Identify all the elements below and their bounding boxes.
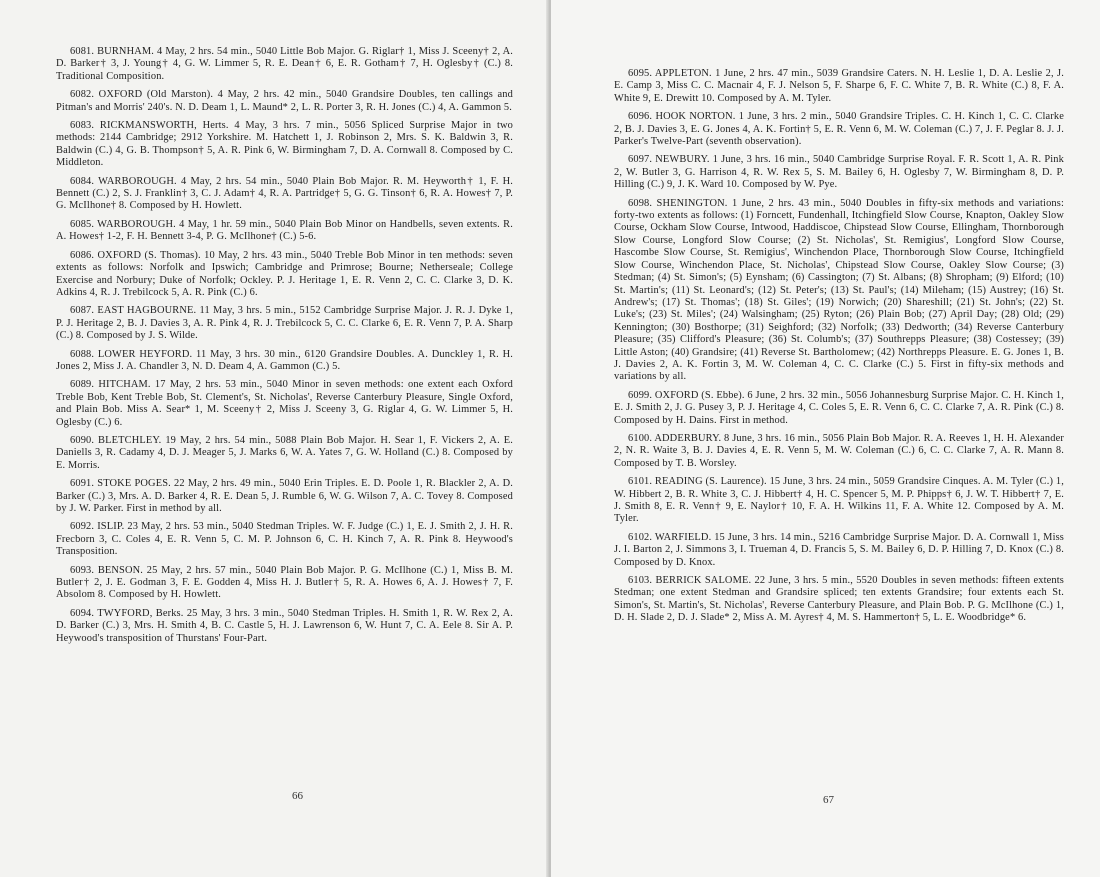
peal-entry-6088: 6088. LOWER HEYFORD. 11 May, 3 hrs. 30 min., 6120 Grandsire Doubles. A. Dunckley 1, R. H. Jones 2, Miss J. A. Chandler 3, N. D. Deam 4, A. Gammon (C.) 5.	[56, 348, 513, 372]
peal-entry-6085: 6085. WARBOROUGH. 4 May, 1 hr. 59 min., 5040 Plain Bob Minor on Handbells, seven extents. R. A. Howes† 1-2, F. H. Bennett 3-4, P. G. McIlhone† (C.) 5-6.	[56, 218, 513, 243]
peal-entry-6102: 6102. WARFIELD. 15 June, 3 hrs. 14 min., 5216 Cambridge Surprise Major. D. A. Cornwall 1, Miss J. I. Barton 2, J. Simmons 3, I. Trueman 4, D. Francis 5, S. M. Bailey 6, D. P. Hilling 7, D. Knox (C.) 8. Composed by D. Knox.	[614, 531, 1064, 568]
peal-entry-6100: 6100. ADDERBURY. 8 June, 3 hrs. 16 min., 5056 Plain Bob Major. R. A. Reeves 1, H. H. Alexander 2, N. R. Waite 3, B. J. Davies 4, E. R. Venn 5, M. W. Coleman (C.) 6, C. C. Clarke 7, A. R. Mann 8. Composed by T. B. Worsley.	[614, 432, 1064, 469]
peal-entry-6083: 6083. RICKMANSWORTH, Herts. 4 May, 3 hrs. 7 min., 5056 Spliced Surprise Major in two methods: 2144 Cambridge; 2912 Yorkshire. M. Hatchett 1, J. Robinson 2, Mrs. S. K. Baldwin 3, R. Baldwin (C.) 4, G. B. Thompson† 5, A. R. Pink 6, W. Birmingham 7, D. A. Cornwall 8. Composed by C. Middleton.	[56, 120, 513, 169]
peal-entry-6093: 6093. BENSON. 25 May, 2 hrs. 57 min., 5040 Plain Bob Major. P. G. McIlhone (C.) 1, Miss B. M. Butler† 2, J. E. Godman 3, F. E. Godden 4, Miss H. J. Butler† 5, R. A. Howes 6, A. J. Howes† 7, F. Absolom 8. Composed by H. Howlett.	[56, 564, 513, 601]
peal-entry-6101: 6101. READING (S. Laurence). 15 June, 3 hrs. 24 min., 5059 Grandsire Cinques. A. M. Tyler (C.) 1, W. Hibbert 2, B. R. White 3, C. J. Hibbert† 4, H. C. Spencer 5, M. P. Phipps† 6, J. W. T. Hibbert† 7, E. J. Smith 8, E. R. Venn† 9, E. Naylor† 10, F. A. H. Wilkins 11, F. A. White 12. Composed by A. M. Tyler.	[614, 476, 1064, 525]
peal-entry-6086: 6086. OXFORD (S. Thomas). 10 May, 2 hrs. 43 min., 5040 Treble Bob Minor in ten methods: seven extents as follows: Norfolk and Ipswich; Cambridge and Primrose; Bourne; Netherseale; College Exercise and Norbury; Duke of Norfolk; Ockley. P. J. Heritage 1, E. R. Venn 2, C. C. Clarke 3, D. K. Adkins 4, R. J. Trebilcock 5, A. R. Pink (C.) 6.	[56, 249, 513, 298]
peal-entry-6103: 6103. BERRICK SALOME. 22 June, 3 hrs. 5 min., 5520 Doubles in seven methods: fifteen extents Stedman; one extent Stedman and Grandsire spliced; ten extents Grandsire; four extents each St. Simon's, St. Martin's, St. Nicholas', Reverse Canterbury Pleasure, and Plain Bob. P. G. McIlhone (C.) 1, D. H. Slade 2, D. J. Slade* 2, Miss A. M. Ayres† 4, M. S. Hammerton† 5, L. E. Woodbridge* 6.	[614, 575, 1064, 624]
peal-entry-6089: 6089. HITCHAM. 17 May, 2 hrs. 53 min., 5040 Minor in seven methods: one extent each Oxford Treble Bob, Kent Treble Bob, St. Clement's, St. Nicholas', Reverse Canterbury Pleasure, Single Oxford, and Plain Bob. Miss A. Sear* 1, M. Sceeny† 2, Miss J. Sceeny 3, G. Riglar 4, G. W. Limmer 5, H. Oglesby (C.) 6.	[56, 379, 513, 428]
peal-entry-6091: 6091. STOKE POGES. 22 May, 2 hrs. 49 min., 5040 Erin Triples. E. D. Poole 1, R. Blackler 2, A. D. Barker (C.) 3, Mrs. A. D. Barker 4, R. E. Dean 5, J. Rumble 6, W. G. Wilson 7, A. C. Tovey 8. Composed by J. W. Parker. First in method by all.	[56, 478, 513, 514]
left-page-column	[56, 46, 513, 651]
right-page	[551, 0, 1100, 877]
peal-entry-6092: 6092. ISLIP. 23 May, 2 hrs. 53 min., 5040 Stedman Triples. W. F. Judge (C.) 1, E. J. Smith 2, J. H. R. Frecborn 3, C. Coles 4, E. R. Venn 5, C. M. P. Johnson 6, C. H. Kinch 7, A. R. Pink 8. Heywood's Transposition.	[56, 521, 513, 558]
peal-entry-6081: 6081. BURNHAM. 4 May, 2 hrs. 54 min., 5040 Little Bob Major. G. Riglar† 1, Miss J. Sceeny† 2, A. D. Barker† 3, J. Young† 4, G. W. Limmer 5, R. E. Dean† 6, E. R. Gotham† 7, H. Oglesby† (C.) 8. Traditional Composition.	[56, 46, 513, 82]
peal-entry-6084: 6084. WARBOROUGH. 4 May, 2 hrs. 54 min., 5040 Plain Bob Major. R. M. Heyworth† 1, F. H. Bennett (C.) 2, S. J. Franklin† 3, C. J. Adam† 4, R. A. Partridge† 5, G. G. Tinson† 6, R. A. Howes† 7, P. G. McIlhone† 8. Composed by H. Howlett.	[56, 175, 513, 212]
peal-entry-6082: 6082. OXFORD (Old Marston). 4 May, 2 hrs. 42 min., 5040 Grandsire Doubles, ten callings and Pitman's and Morris' 240's. N. D. Deam 1, L. Maund* 2, L. R. Porter 3, R. H. Jones (C.) 4, A. Gammon 5.	[56, 89, 513, 113]
peal-entry-6095: 6095. APPLETON. 1 June, 2 hrs. 47 min., 5039 Grandsire Caters. N. H. Leslie 1, D. A. Leslie 2, J. E. Camp 3, Miss C. C. Macnair 4, F. J. Nelson 5, F. Sharpe 6, F. C. White 7, B. R. White (C.) 8, F. A. White 9, E. Drewitt 10. Composed by A. M. Tyler.	[614, 68, 1064, 104]
peal-entry-6099: 6099. OXFORD (S. Ebbe). 6 June, 2 hrs. 32 min., 5056 Johannesburg Surprise Major. C. H. Kinch 1, E. J. Smith 2, J. G. Pusey 3, P. J. Heritage 4, C. Coles 5, E. R. Venn 6, C. C. Clarke 7, A. R. Pink (C.) 8. Composed by H. Dains. First in method.	[614, 389, 1064, 426]
right-page-column	[614, 68, 1064, 631]
peal-entry-6098: 6098. SHENINGTON. 1 June, 2 hrs. 43 min., 5040 Doubles in fifty-six methods and variations: forty-two extents as follows: (1) Forncett, Fundenhall, Itchingfield Slow Course, Knapton, Oakley Slow Course, Ockham Slow Course, Intwood, Haddiscoe, Chipstead Slow Course, Ellingham, Thornborough Slow Course, Longford Slow Course; (2) St. Nicholas', St. Remigius', Longford Slow Course, Hascombe Slow Course, St. Remigius', Winchendon Place, Thornborough Slow Course, Itchingfield Slow Course, Winchendon Place, St. Nicholas', Chipstead Slow Course, Oakley Slow Course; (3) Stedman; (4) St. Simon's; (5) Eynsham; (6) Cassington; (7) St. Albans; (8) Shropham; (9) Elford; (10) St. Martin's; (11) St. Leonard's; (12) St. Peter's; (13) St. Paul's; (14) Mileham; (15) Austrey; (16) St. Andrew's; (17) St. Thomas'; (18) St. Giles'; (19) Norwich; (20) Shareshill; (21) St. John's; (22) St. Luke's; (23) St. Miles'; (24) Walsingham; (25) Ryton; (26) Plain Bob; (27) April Day; (28) Old; (29) Kennington; (30) Bosthorpe; (31) Seighford; (32) Norfolk; (33) Dedworth; (34) Reverse Canterbury Pleasure; (35) Clifford's Pleasure; (36) St. Columb's; (37) Southrepps Pleasure; (38) Costessey; (39) Little Aston; (40) Grandsire; (41) Reverse St. Bartholomew; (42) Northrepps Pleasure. E. G. Jones 1, B. J. Davies 2, A. K. Fortin 3, M. W. Coleman 4, C. C. Clarke (C.) 5. First in fifty-six methods and variations by all.	[614, 197, 1064, 383]
peal-entry-6087: 6087. EAST HAGBOURNE. 11 May, 3 hrs. 5 min., 5152 Cambridge Surprise Major. J. R. J. Dyke 1, P. J. Heritage 2, B. J. Davies 3, A. R. Pink 4, R. J. Trebilcock 5, C. C. Clarke 6, E. R. Venn 7, P. A. Sharp (C.) 8. Composed by J. S. Wilde.	[56, 305, 513, 342]
page-number-left: 66	[292, 790, 303, 802]
peal-entry-6097: 6097. NEWBURY. 1 June, 3 hrs. 16 min., 5040 Cambridge Surprise Royal. F. R. Scott 1, A. R. Pink 2, W. Butler 3, G. Harrison 4, R. W. Rex 5, S. M. Bailey 6, H. Oglesby 7, W. Birmingham 8, D. P. Hilling (C.) 9, J. K. Ward 10. Composed by W. Pye.	[614, 154, 1064, 191]
peal-entry-6090: 6090. BLETCHLEY. 19 May, 2 hrs. 54 min., 5088 Plain Bob Major. H. Sear 1, F. Vickers 2, A. E. Daniells 3, R. Cadamy 4, D. J. Meager 5, J. Marks 6, W. A. Yates 7, G. W. Holland (C.) 8. Composed by E. Morris.	[56, 434, 513, 471]
peal-entry-6096: 6096. HOOK NORTON. 1 June, 3 hrs. 2 min., 5040 Grandsire Triples. C. H. Kinch 1, C. C. Clarke 2, B. J. Davies 3, E. G. Jones 4, A. K. Fortin† 5, E. R. Venn 6, M. W. Coleman (C.) 7, J. F. Peglar 8. J. J. Parker's Twelve-Part (seventh observation).	[614, 111, 1064, 148]
left-page	[0, 0, 549, 877]
page-number-right: 67	[823, 794, 834, 806]
peal-entry-6094: 6094. TWYFORD, Berks. 25 May, 3 hrs. 3 min., 5040 Stedman Triples. H. Smith 1, R. W. Rex 2, A. D. Barker (C.) 3, Mrs. H. Smith 4, B. C. Castle 5, H. J. Lawrenson 6, W. Hunt 7, C. A. Eele 8. Sir A. P. Heywood's transposition of Thurstans' Four-Part.	[56, 607, 513, 644]
